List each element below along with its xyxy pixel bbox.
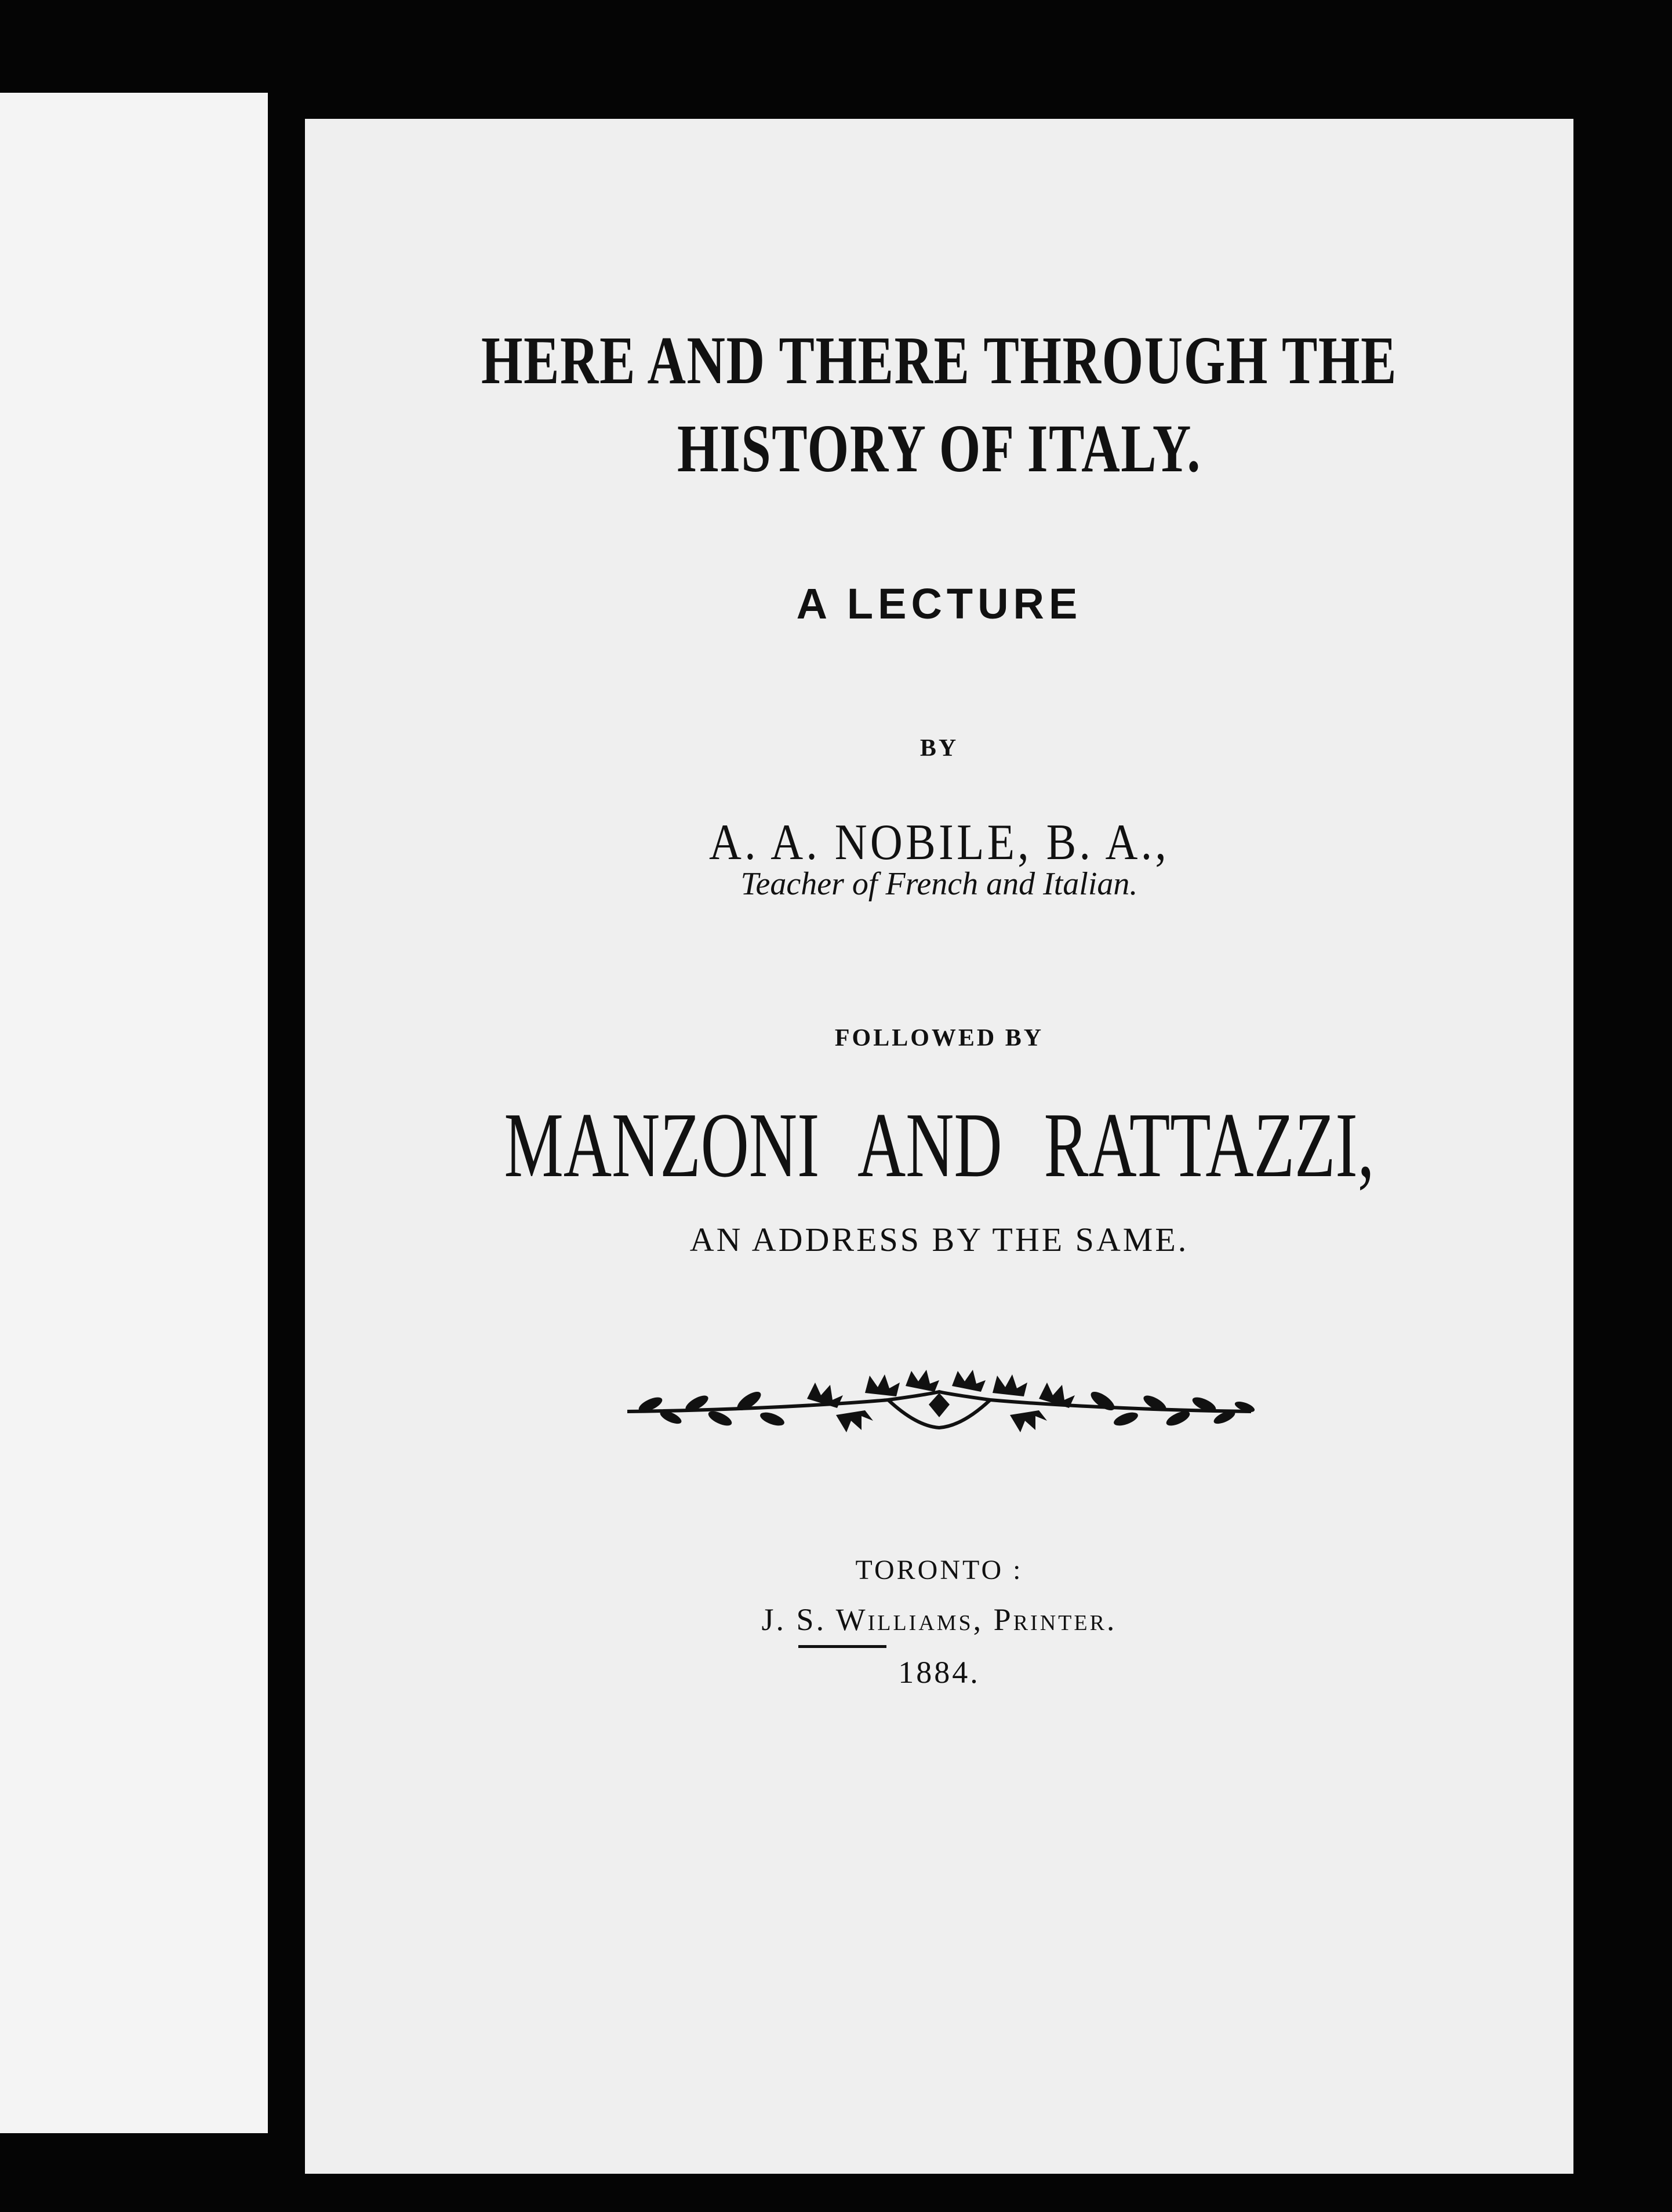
subtitle: MANZONI AND RATTAZZI, (504, 1093, 1375, 1196)
by-label: BY (919, 735, 959, 762)
floral-vine-ornament-icon (616, 1364, 1263, 1451)
imprint-rule (798, 1645, 886, 1648)
imprint-printer: J. S. Williams, Printer. (761, 1602, 1117, 1637)
author-role: Teacher of French and Italian. (740, 866, 1138, 902)
author-name: A. A. NOBILE, B. A., (709, 814, 1169, 871)
address-line: AN ADDRESS BY THE SAME. (689, 1221, 1189, 1258)
title-line-2: HISTORY OF ITALY. (677, 410, 1201, 486)
imprint-place: TORONTO : (855, 1555, 1023, 1585)
facing-page (0, 93, 268, 2133)
lecture-label: A LECTURE (796, 580, 1082, 628)
title-line-1: HERE AND THERE THROUGH THE (481, 322, 1398, 398)
imprint-year: 1884. (898, 1655, 980, 1690)
followed-by-label: FOLLOWED BY (834, 1025, 1044, 1052)
title-page (305, 119, 1573, 2174)
